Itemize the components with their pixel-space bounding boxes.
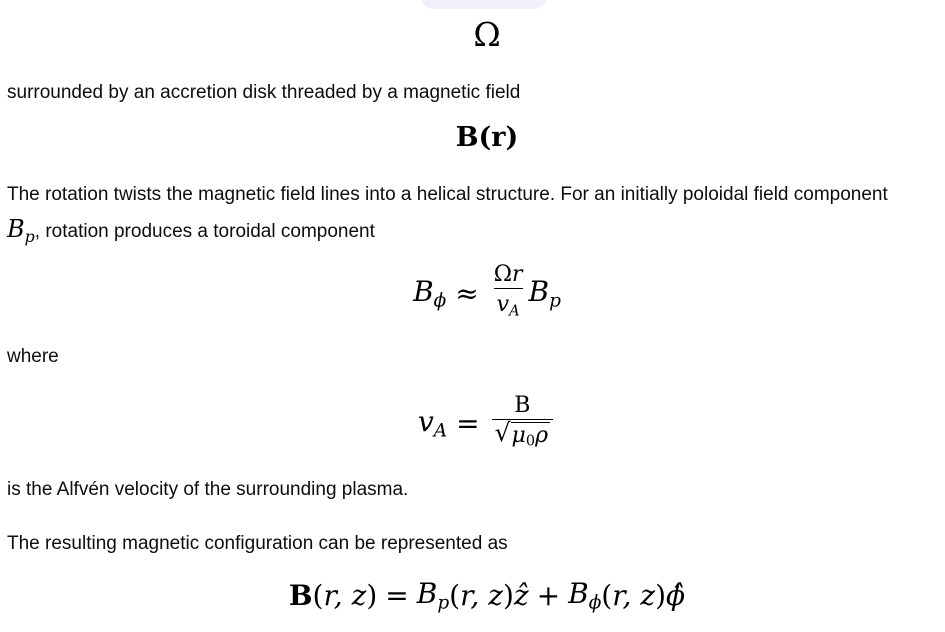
math-token-mu: μ [511, 422, 526, 448]
math-token-p-sub2: p [549, 290, 561, 312]
equation-Br [7, 118, 945, 158]
math-token-rho: ρ [535, 422, 549, 448]
math-token-zero-sub: 0 [525, 433, 536, 450]
fraction-B-over-sqrt [492, 392, 553, 455]
math-token-zhat: ẑ [513, 578, 529, 612]
math-token-Omega: Ω [493, 261, 512, 287]
inline-math-Bp [7, 215, 35, 246]
math-token-B-bold: B [288, 578, 313, 612]
paragraph-rotation-line2 [7, 212, 888, 254]
paren-close-1: ) [366, 578, 378, 612]
Br-expression: B(r) [455, 122, 519, 153]
omega-symbol: Ω [473, 15, 501, 54]
plus-symbol: + [536, 578, 561, 612]
equation-omega [7, 16, 945, 54]
paragraph-rotation-twists [7, 178, 888, 254]
paragraph-rotation-line1: The rotation twists the magnetic field lines into a helical structure. For an initially poloidal field component [7, 184, 888, 205]
fraction-numerator [491, 261, 526, 288]
math-token-B-lhs: Bϕ [413, 274, 447, 312]
paragraph-resulting-configuration: The resulting magnetic configuration can be represented as [7, 533, 508, 554]
paren-close-2: ) [502, 578, 514, 612]
math-token-phi-sub2: ϕ [588, 592, 602, 614]
paragraph-where: where [7, 346, 59, 367]
rounded-pill-top [420, 0, 547, 9]
radical-sign: √ [494, 417, 511, 447]
equation-magnetic-configuration [7, 574, 945, 616]
math-token-B-rhs: Bp [528, 274, 561, 312]
math-token-r: r [511, 261, 523, 287]
equation-toroidal-component [7, 260, 945, 326]
paragraph-accretion-disk: surrounded by an accretion disk threaded by a magnetic field [7, 82, 521, 103]
math-token-phihat: ϕ̂ [666, 578, 686, 612]
math-token-A-sub: A [509, 303, 520, 320]
fraction-omega-r-over-vA [491, 261, 526, 325]
math-token-B-num: B [514, 392, 531, 418]
fraction-denominator [494, 288, 523, 325]
math-token-rz-2: r, z [460, 578, 503, 612]
math-token-B: B [7, 215, 25, 243]
math-token-phi-sub: ϕ [433, 290, 447, 312]
math-token-A-sub2: A [433, 420, 448, 442]
sqrt-expression [494, 417, 550, 455]
equation-alfven-velocity [7, 390, 945, 456]
fraction-denominator-sqrt [492, 419, 553, 455]
math-token-Bphi-term: Bϕ [568, 576, 602, 614]
approx-symbol: ≈ [455, 276, 479, 310]
equals-symbol-2: = [385, 578, 409, 612]
math-token-v: v [496, 291, 510, 317]
math-token-Bp-term: Bp [416, 576, 450, 614]
paren-open-3: ( [601, 578, 613, 612]
paren-open-1: ( [312, 578, 324, 612]
equals-symbol: = [456, 406, 480, 440]
paren-open-2: ( [449, 578, 461, 612]
radicand [511, 422, 551, 455]
math-token-rz-1: r, z [323, 578, 367, 612]
paragraph-rotation-line2-text: , rotation produces a toroidal component [34, 221, 375, 242]
paren-close-3: ) [655, 578, 667, 612]
math-token-p-sub: p [24, 226, 35, 246]
paragraph-alfven-velocity: is the Alfvén velocity of the surrounding plasma. [7, 479, 409, 500]
math-token-rz-3: r, z [612, 578, 656, 612]
math-token-vA: vA [417, 404, 448, 442]
math-token-p-sub3: p [437, 592, 450, 614]
